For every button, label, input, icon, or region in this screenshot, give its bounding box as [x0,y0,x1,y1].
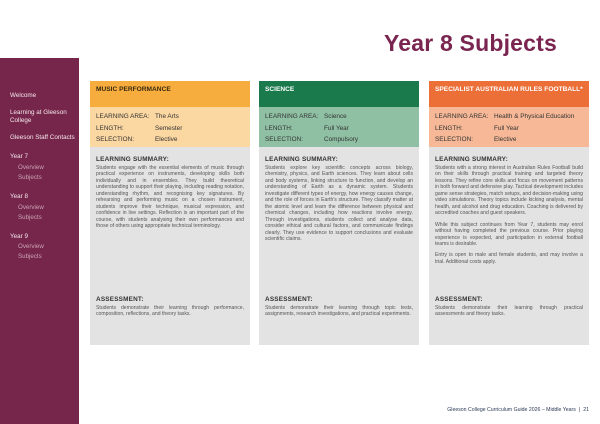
summary-paragraph: Students with a strong interest in Australian Rules Football build on their skills through practical training and targeted theory lessons. They refine core skills and focus on movement patterns in both forward and defensive play. Tactical development includes game sense strategies, match setups, and decision-making using video simulations. Theory topics include kicking analysis, mental health, and alcohol and drug education. Coaching is delivered by accredited coaches and guest speakers. [435,165,583,217]
meta-value: Elective [155,136,178,143]
sidebar-item-overview[interactable]: Overview [18,243,44,251]
sidebar-item-year-7[interactable]: Year 7 [10,153,28,161]
summary-paragraph: Entry is open to male and female students, and may involve a trial. Additional costs apply. [435,252,583,265]
meta-label: LEARNING AREA: [435,113,489,120]
learning-summary-heading: LEARNING SUMMARY: [265,156,338,163]
meta-label: LEARNING AREA: [265,113,319,120]
meta-length [435,123,583,135]
subject-meta [429,107,589,147]
meta-learning-area [435,111,583,123]
meta-label: SELECTION: [96,136,134,143]
assessment [96,296,244,318]
meta-selection [96,134,244,146]
meta-value: Health & Physical Education [494,113,575,120]
assessment [265,296,413,318]
page-number: 21 [583,407,589,413]
assessment-heading: ASSESSMENT: [435,296,483,303]
subject-title: MUSIC PERFORMANCE [90,81,250,107]
sidebar-item-welcome[interactable]: Welcome [10,92,37,99]
meta-selection [265,134,413,146]
assessment-text: Students demonstrate their learning through topic tests, assignments, research investigations, and practical experiments. [265,305,413,318]
subject-card-science [259,81,419,345]
subject-title: SPECIALIST AUSTRALIAN RULES FOOTBALL* [429,81,589,107]
meta-value: Compulsory [324,136,359,143]
meta-learning-area [265,111,413,123]
meta-label: LEARNING AREA: [96,113,150,120]
sidebar-item-subjects[interactable]: Subjects [18,213,42,221]
meta-label: SELECTION: [265,136,303,143]
assessment [435,296,583,318]
meta-label: SELECTION: [435,136,473,143]
sidebar-item-overview[interactable]: Overview [18,203,44,211]
sidebar-item-year-9[interactable]: Year 9 [10,232,28,240]
meta-value: Full Year [494,124,519,132]
subject-card-music-performance [90,81,250,345]
assessment-text: Students demonstrate their learning through practical assessments and theory tasks. [435,305,583,318]
summary-paragraph: Students engage with the essential elements of music through practical experience on instruments, developing skills both individually and in ensembles. They build theoretical understanding to support their playing, including reading notation, understanding rhythm, and recognising key signatures. By rehearsing and performing music on a chosen instrument, students improve their technique, musical expression, and confidence in live settings. Reflection is an important part of the course, with students analysing their own performances and those of others using appropriate technical terminology. [96,165,244,230]
meta-learning-area [96,111,244,123]
page-title: Year 8 Subjects [383,30,557,56]
sidebar-item-year-8[interactable]: Year 8 [10,192,28,200]
meta-value: Full Year [324,124,349,132]
learning-summary-heading: LEARNING SUMMARY: [435,156,508,163]
sidebar-item-gleeson-staff-contacts[interactable]: Gleeson Staff Contacts [10,133,75,141]
meta-value: Elective [494,136,517,143]
summary-paragraph: While this subject continues from Year 7, students may enrol without having completed the previous course. Prior playing experience is expected, and participation in external football teams is desirable. [435,221,583,247]
learning-summary [90,147,250,230]
sidebar-nav [10,92,75,261]
footer-separator: | [578,407,581,413]
meta-label: LENGTH: [435,124,463,132]
meta-value: Science [324,113,347,120]
sidebar [0,58,79,424]
subject-meta [90,107,250,147]
assessment-heading: ASSESSMENT: [96,296,144,303]
sidebar-item-overview[interactable]: Overview [18,163,44,171]
meta-value: The Arts [155,113,179,120]
learning-summary [429,147,589,265]
sidebar-item-learning-at-gleeson-college[interactable]: Learning at Gleeson College [10,108,67,125]
learning-summary [259,147,419,242]
meta-length [96,123,244,135]
subject-title: SCIENCE [259,81,419,107]
sidebar-item-subjects[interactable]: Subjects [18,173,42,181]
footer-text: Gleeson College Curriculum Guide 2026 – Middle Years [447,407,576,413]
assessment-heading: ASSESSMENT: [265,296,313,303]
subject-card-football [429,81,589,345]
meta-length [265,123,413,135]
summary-paragraph: Students explore key scientific concepts across biology, chemistry, physics, and Earth sciences. They learn about cells and body systems, linking structure to function, and develop an understanding of Earth as a dynamic system. Students investigate different types of energy, how energy causes change, and the role of forces in Earth's structure. They classify matter at the atomic level and learn the difference between physical and chemical changes, including how reactions involve energy. Through investigations, students collect and analyse data, consider ethical and cultural factors, and communicate findings clearly. They use evidence to support conclusions and evaluate scientific claims. [265,165,413,242]
page-footer [447,407,589,413]
meta-selection [435,134,583,146]
subject-meta [259,107,419,147]
meta-label: LENGTH: [96,124,124,132]
meta-label: LENGTH: [265,124,293,132]
sidebar-item-subjects[interactable]: Subjects [18,253,42,261]
learning-summary-heading: LEARNING SUMMARY: [96,156,169,163]
meta-value: Semester [155,124,183,132]
assessment-text: Students demonstrate their learning through performance, composition, reflections, and theory tasks. [96,305,244,318]
